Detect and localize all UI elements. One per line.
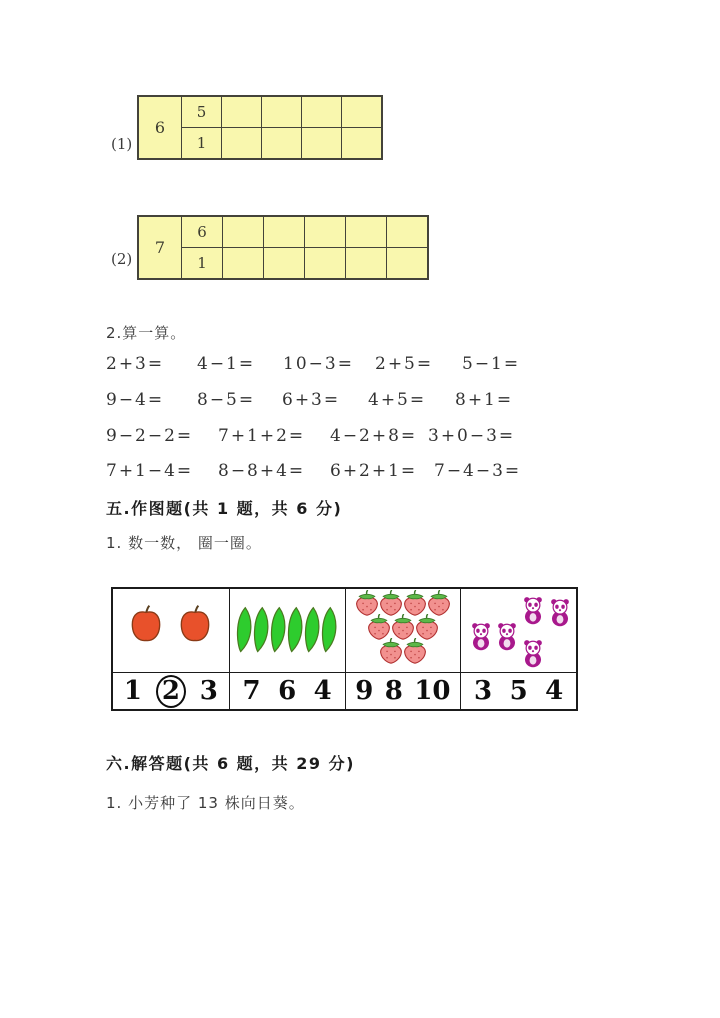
strawberry-icon — [379, 638, 403, 664]
decomposition-1-total: 6 — [154, 118, 166, 137]
option-number: 3 — [473, 676, 493, 707]
empty-answer-cell — [264, 248, 304, 278]
circled-option-number: 2 — [156, 675, 186, 708]
option-number: 1 — [123, 676, 143, 707]
strawberry-row — [367, 614, 439, 640]
strawberry-cell — [345, 589, 461, 709]
equation: 5−1= — [462, 354, 521, 374]
equation: 8−8+4= — [218, 461, 306, 481]
option-number: 6 — [278, 676, 297, 707]
decomposition-1-label: (1) — [111, 135, 133, 153]
apple-options-row — [113, 672, 229, 709]
decomposition-empty-column — [261, 97, 301, 158]
cucumber-picture-area — [230, 589, 345, 672]
equation: 10−3= — [283, 354, 354, 374]
strawberry-icon — [379, 590, 403, 616]
cucumber-options-row — [230, 672, 345, 709]
strawberry-icon — [415, 614, 439, 640]
decomposition-2-part-top: 6 — [182, 217, 222, 248]
apple-picture-area — [113, 589, 229, 672]
empty-answer-cell — [305, 217, 345, 248]
strawberry-icon — [391, 614, 415, 640]
cucumber-cell — [229, 589, 345, 709]
decomposition-empty-column — [222, 217, 263, 278]
decomposition-2-part-bottom: 1 — [197, 254, 207, 272]
empty-answer-cell — [342, 128, 381, 158]
apple-group — [113, 589, 229, 643]
section6-question1: 1. 小芳种了 13 株向日葵。 — [106, 794, 305, 812]
option-number: 4 — [545, 676, 564, 707]
apple-icon — [129, 604, 163, 643]
empty-answer-cell — [346, 217, 386, 248]
equation: 2+3= — [106, 354, 165, 374]
equation: 7+1+2= — [218, 426, 306, 446]
equation: 6+2+1= — [330, 461, 418, 481]
strawberry-group — [346, 589, 461, 664]
panda-icon — [520, 596, 546, 625]
strawberry-icon — [355, 590, 379, 616]
decomposition-2-label: (2) — [111, 250, 133, 268]
cucumber-icon — [318, 598, 338, 662]
equation: 7−4−3= — [434, 461, 522, 481]
option-number: 4 — [313, 676, 332, 707]
empty-answer-cell — [302, 97, 341, 128]
decomposition-2-empty-columns — [222, 217, 427, 278]
option-number: 10 — [414, 676, 451, 707]
decomposition-table-1 — [137, 95, 383, 160]
strawberry-icon — [367, 614, 391, 640]
option-number: 9 — [355, 676, 374, 707]
panda-icon — [494, 622, 520, 651]
decomposition-1-part-bottom: 1 — [196, 134, 207, 152]
decomposition-1-empty-columns — [221, 97, 381, 158]
empty-answer-cell — [223, 217, 263, 248]
empty-answer-cell — [264, 217, 304, 248]
apple-cell — [113, 589, 229, 709]
decomposition-empty-column — [301, 97, 341, 158]
empty-answer-cell — [222, 97, 261, 128]
calc-title: 2.算一算。 — [106, 324, 187, 342]
section5-question1: 1. 数一数， 圈一圈。 — [106, 534, 262, 552]
strawberry-options-row — [346, 672, 461, 709]
empty-answer-cell — [262, 97, 301, 128]
empty-answer-cell — [387, 217, 427, 248]
panda-icon — [520, 639, 546, 668]
strawberry-row — [379, 638, 427, 664]
strawberry-icon — [427, 590, 451, 616]
panda-options-row — [461, 672, 576, 709]
section6-heading: 六.解答题(共 6 题，共 29 分) — [106, 754, 355, 773]
option-number: 7 — [242, 676, 261, 707]
equation: 9−4= — [106, 390, 165, 410]
option-number: 5 — [509, 676, 528, 707]
empty-answer-cell — [387, 248, 427, 278]
equation: 4+5= — [368, 390, 427, 410]
decomposition-1-part-top: 5 — [182, 97, 221, 128]
equation: 3+0−3= — [428, 426, 516, 446]
empty-answer-cell — [342, 97, 381, 128]
decomposition-empty-column — [304, 217, 345, 278]
empty-answer-cell — [223, 248, 263, 278]
panda-icon — [468, 622, 494, 651]
option-number: 8 — [384, 676, 403, 707]
equation: 6+3= — [282, 390, 341, 410]
empty-answer-cell — [305, 248, 345, 278]
cucumber-group — [230, 589, 345, 662]
equation: 9−2−2= — [106, 426, 194, 446]
empty-answer-cell — [302, 128, 341, 158]
empty-answer-cell — [222, 128, 261, 158]
strawberry-icon — [403, 638, 427, 664]
equation: 2+5= — [375, 354, 434, 374]
panda-picture-area — [461, 589, 576, 672]
decomposition-empty-column — [263, 217, 304, 278]
strawberry-picture-area — [346, 589, 461, 672]
decomposition-empty-column — [221, 97, 261, 158]
equation: 4−1= — [197, 354, 256, 374]
equation: 8−5= — [197, 390, 256, 410]
strawberry-icon — [403, 590, 427, 616]
decomposition-2-total: 7 — [154, 238, 166, 257]
panda-group — [461, 589, 576, 672]
option-number: 3 — [199, 676, 218, 707]
decomposition-empty-column — [386, 217, 427, 278]
apple-icon — [178, 604, 212, 643]
decomposition-empty-column — [345, 217, 386, 278]
panda-icon — [547, 598, 573, 627]
equation: 8+1= — [455, 390, 514, 410]
panda-cell — [460, 589, 576, 709]
section5-heading: 五.作图题(共 1 题，共 6 分) — [106, 499, 343, 518]
empty-answer-cell — [346, 248, 386, 278]
equation: 7+1−4= — [106, 461, 194, 481]
decomposition-table-2 — [137, 215, 429, 280]
decomposition-empty-column — [341, 97, 381, 158]
decomposition-1-filled-column — [181, 97, 221, 158]
empty-answer-cell — [262, 128, 301, 158]
equation: 4−2+8= — [330, 426, 418, 446]
strawberry-row — [355, 590, 451, 616]
decomposition-2-filled-column — [181, 217, 222, 278]
count-and-circle-table — [111, 587, 578, 711]
